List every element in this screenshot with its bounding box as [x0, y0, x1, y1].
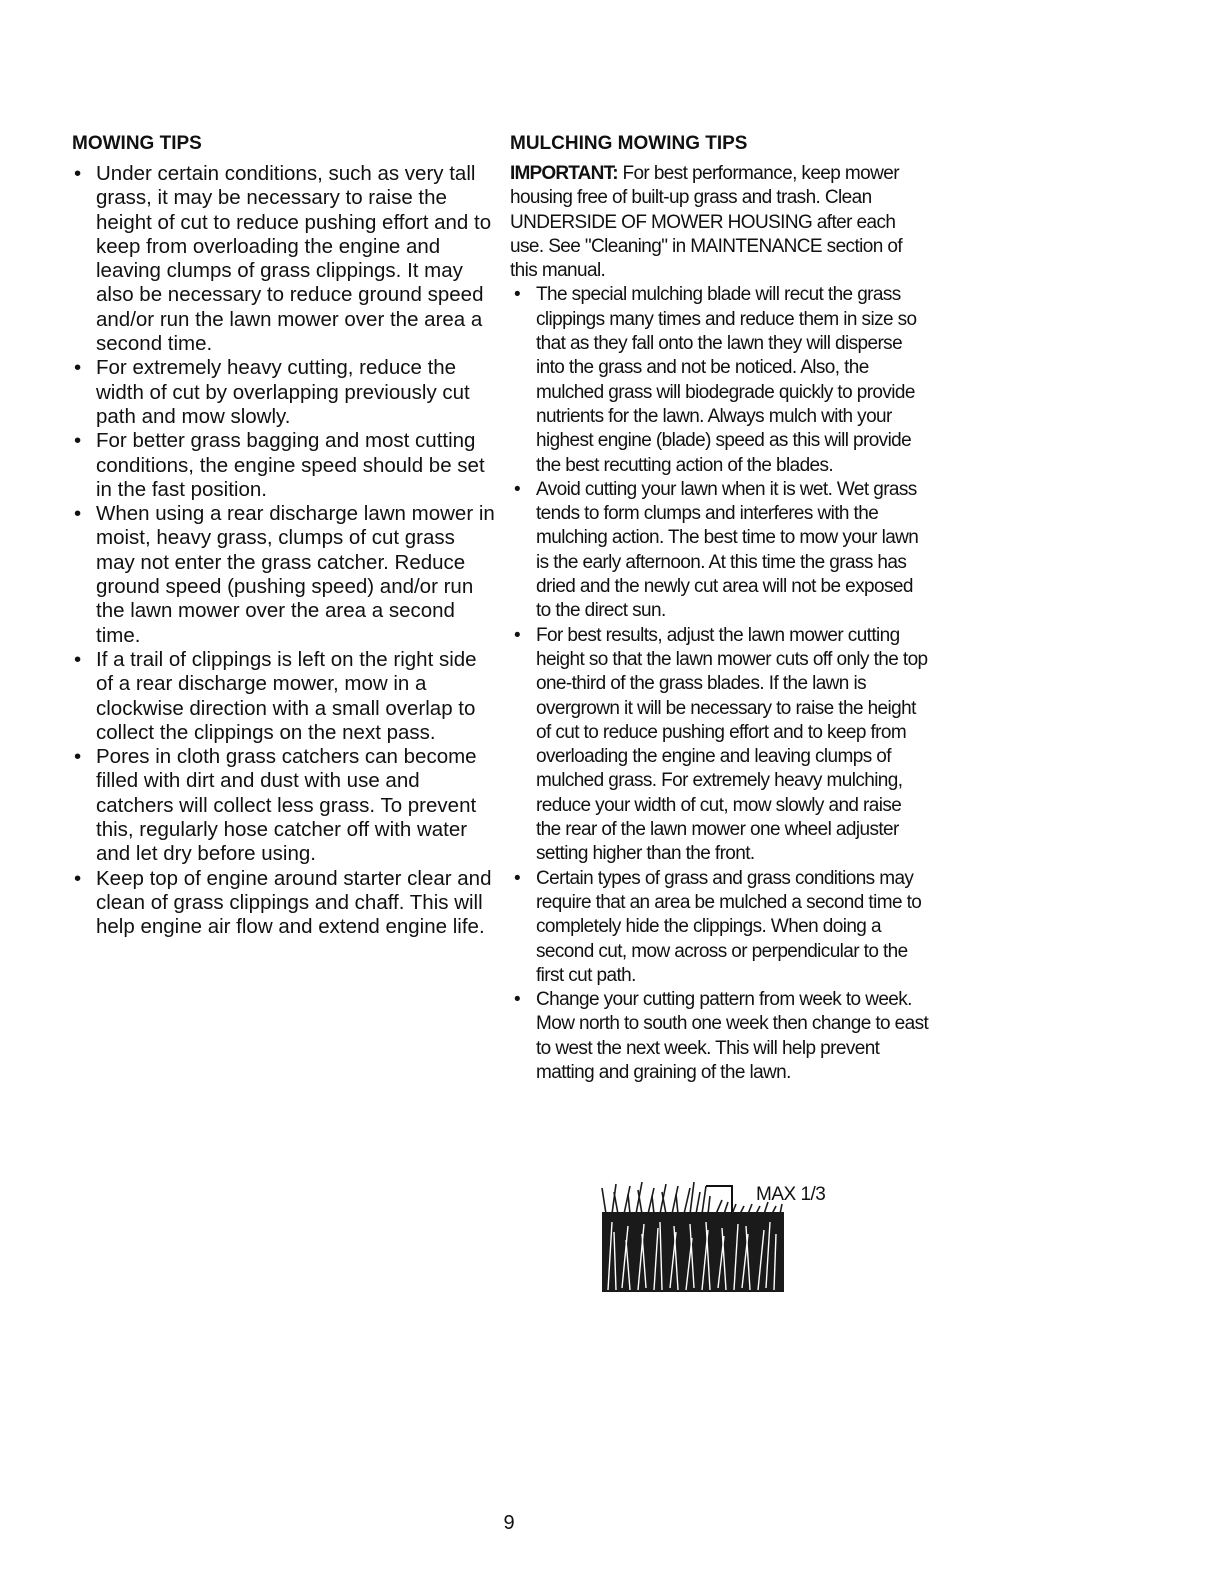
important-label: IMPORTANT:: [510, 163, 618, 184]
list-item: • Certain types of grass and grass conditions may require that an area be mulched a second time to completely hide the clippings. When doing a second cut, mow across or perpendicular to the first cut path.: [510, 867, 930, 988]
mowing-tips-list: [72, 162, 497, 940]
list-item: • For extremely heavy cutting, reduce the width of cut by overlapping previously cut path and mow slowly.: [72, 356, 497, 429]
list-item: • For better grass bagging and most cutting conditions, the engine speed should be set in the fast position.: [72, 429, 497, 502]
mulching-tips-list: [510, 283, 930, 1085]
list-item: • When using a rear discharge lawn mower in moist, heavy grass, clumps of cut grass may not enter the grass catcher. Reduce ground speed (pushing speed) and/or run the lawn mower over the area a second time.: [72, 502, 497, 648]
list-item: • The special mulching blade will recut the grass clippings many times and reduce them in size so that as they fall onto the lawn they will disperse into the grass and not be noticed. Also, the mulched grass will biodegrade quickly to provide nutrients for the lawn. Always mulch with your highest engine (blade) speed as this will provide the best recutting action of the blades.: [510, 283, 930, 477]
mulching-tips-heading: MULCHING MOWING TIPS: [510, 133, 748, 154]
important-note: [510, 162, 930, 283]
list-item: • For best results, adjust the lawn mower cutting height so that the lawn mower cuts off only the top one-third of the grass blades. If the lawn is overgrown it will be necessary to raise the height of cut to reduce pushing effort and to keep from overloading the engine and leaving clumps of mulched grass. For extremely heavy mulching, reduce your width of cut, mow slowly and raise the rear of the lawn mower one wheel adjuster setting higher than the front.: [510, 624, 930, 867]
mowing-tips-heading: MOWING TIPS: [72, 133, 202, 154]
list-item: • Avoid cutting your lawn when it is wet. Wet grass tends to form clumps and interferes with the mulching action. The best time to mow your lawn is the early afternoon. At this time the grass has dried and the newly cut area will not be exposed to the direct sun.: [510, 478, 930, 624]
list-item: • Keep top of engine around starter clear and clean of grass clippings and chaff. This will help engine air flow and extend engine life.: [72, 867, 497, 940]
list-item: • Under certain conditions, such as very tall grass, it may be necessary to raise the height of cut to reduce pushing effort and to keep from overloading the engine and leaving clumps of grass clippings. It may also be necessary to reduce ground speed and/or run the lawn mower over the area a second time.: [72, 162, 497, 356]
important-text: For best performance, keep mower housing free of built-up grass and trash. Clean UNDERSIDE OF MOWER HOUSING after each use. See "Cleaning" in MAINTENANCE section of this manual.: [510, 163, 903, 282]
page-number: 9: [503, 1512, 515, 1534]
max-one-third-label: MAX 1/3: [756, 1184, 826, 1205]
grass-height-figure: [598, 1182, 838, 1294]
mowing-tips-section: [72, 132, 497, 940]
mulching-tips-section: [510, 132, 930, 1085]
list-item: • If a trail of clippings is left on the right side of a rear discharge mower, mow in a clockwise direction with a small overlap to collect the clippings on the next pass.: [72, 648, 497, 745]
list-item: • Change your cutting pattern from week to week. Mow north to south one week then change to east to west the next week. This will help prevent matting and graining of the lawn.: [510, 988, 930, 1085]
list-item: • Pores in cloth grass catchers can become filled with dirt and dust with use and catchers will collect less grass. To prevent this, regularly hose catcher off with water and let dry before using.: [72, 745, 497, 866]
